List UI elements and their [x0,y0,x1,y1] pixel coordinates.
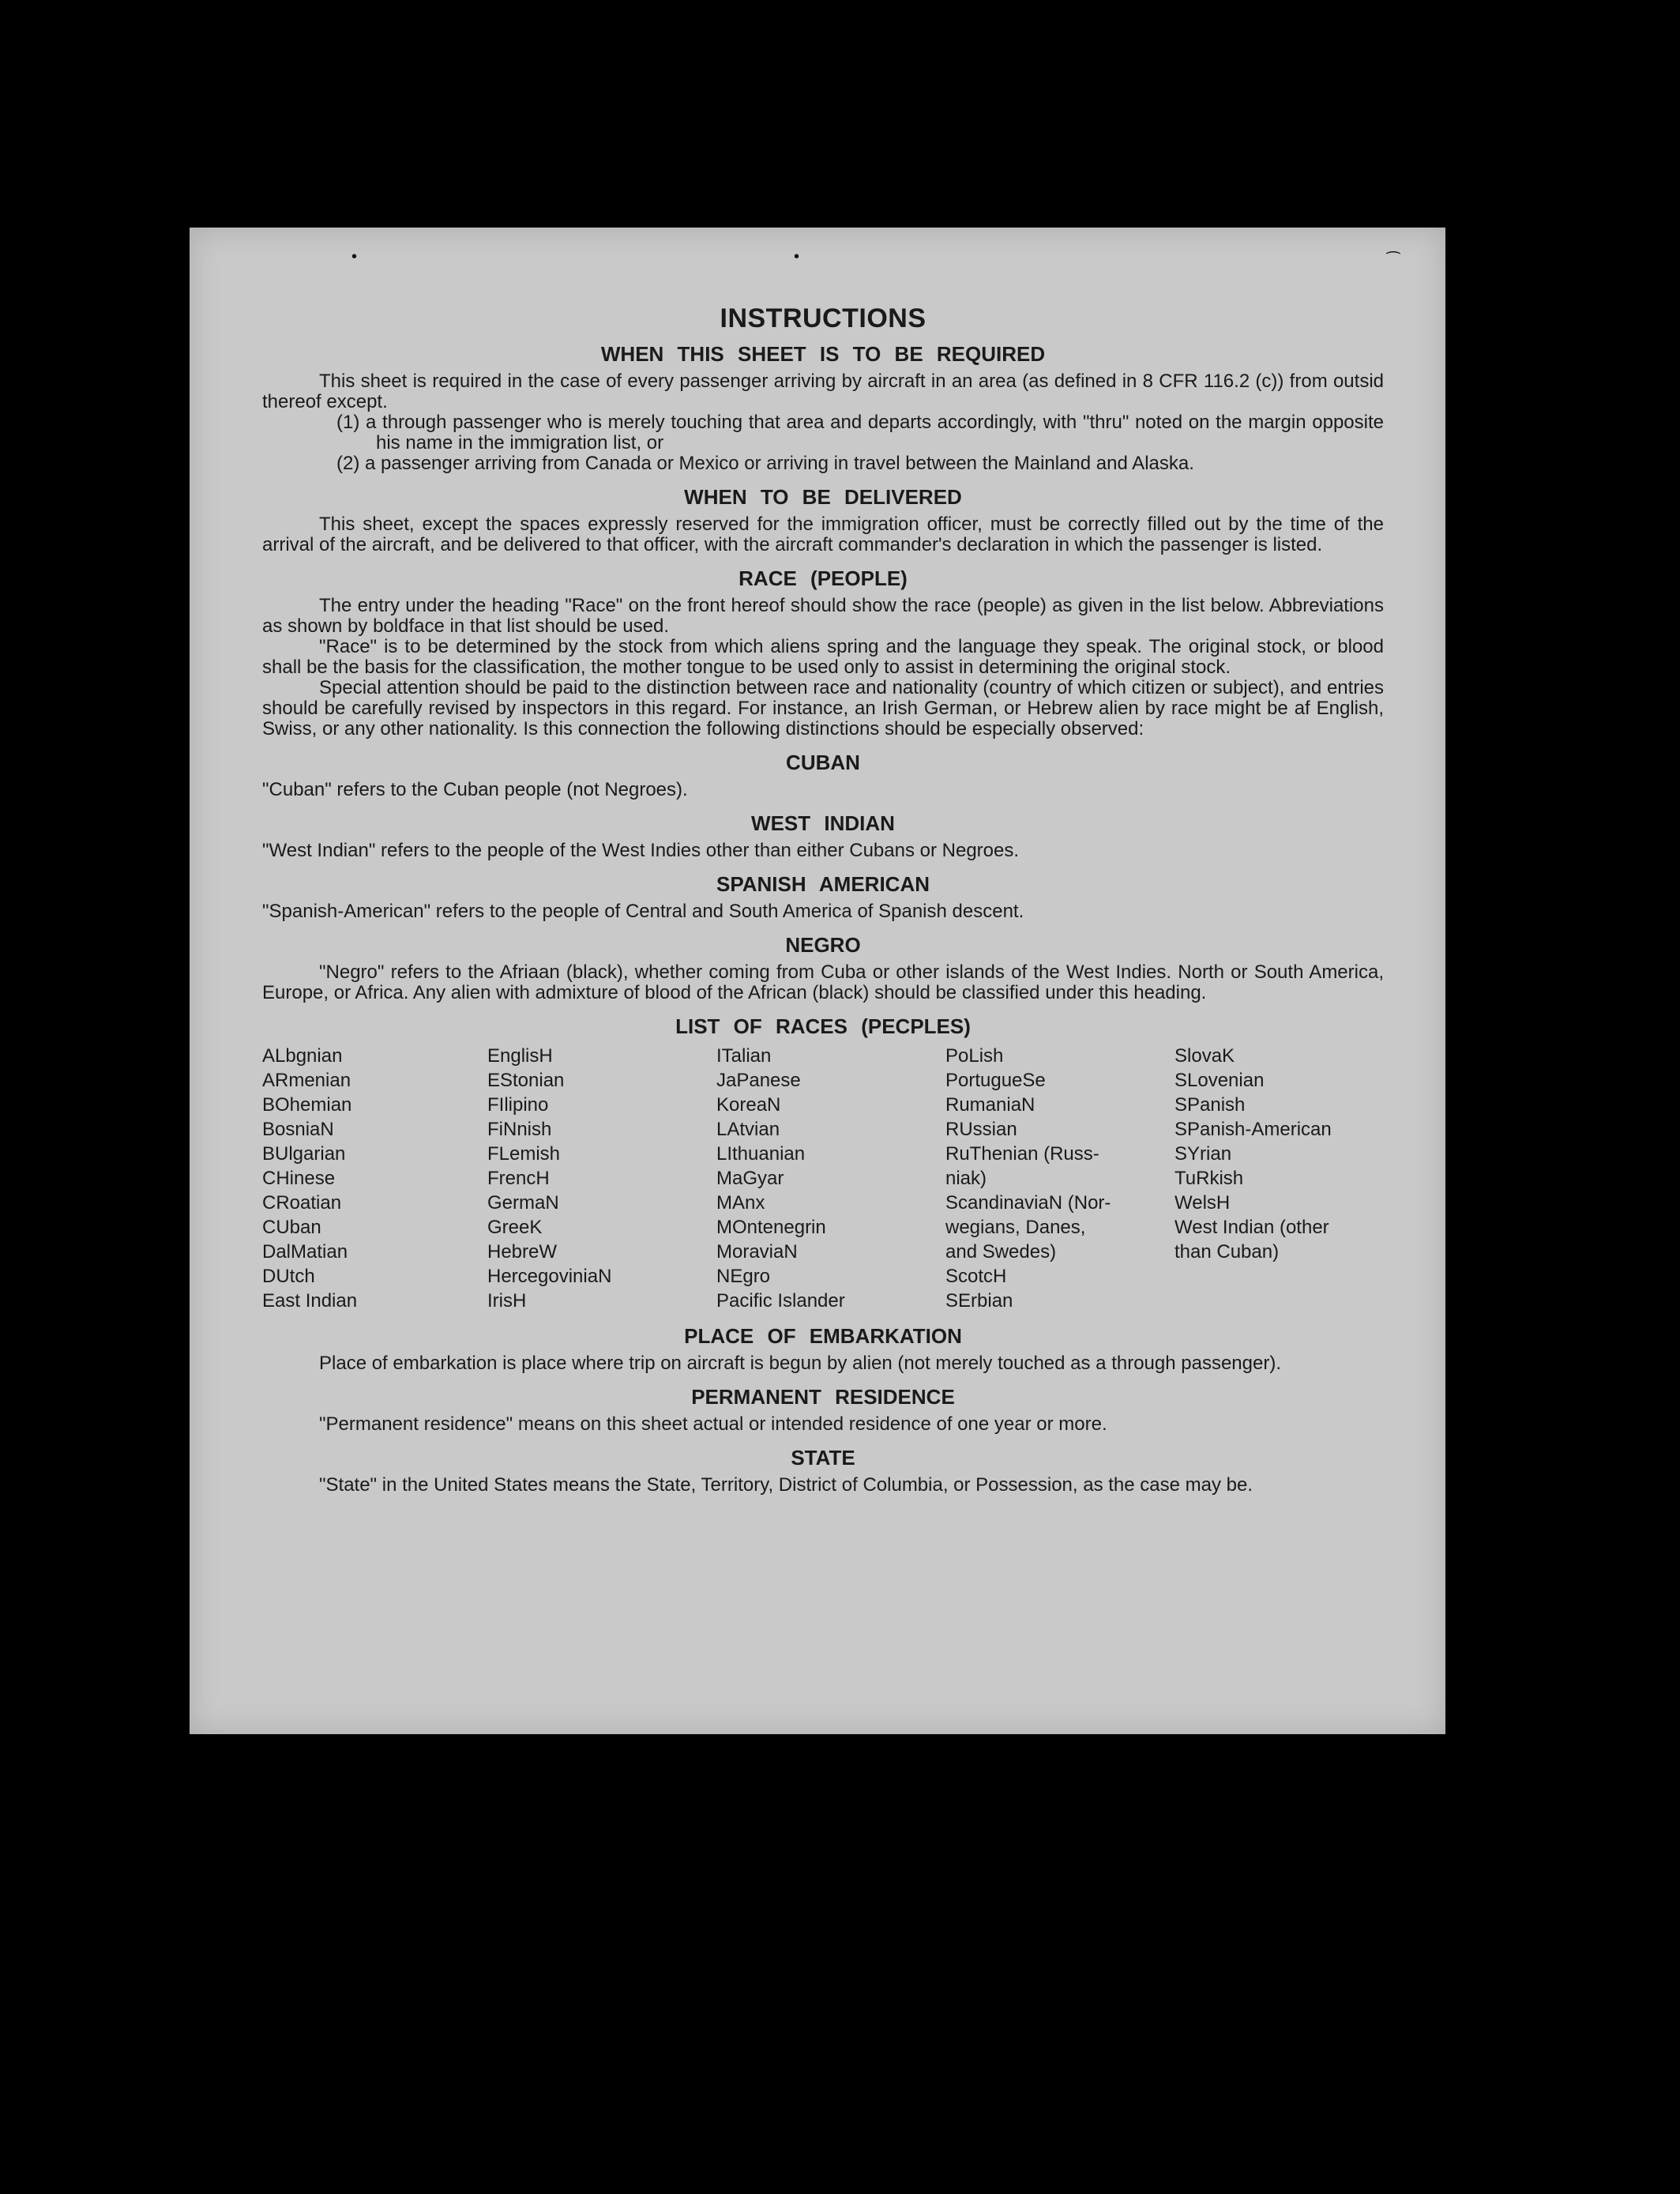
race-item: RumaniaN [945,1094,1035,1116]
race-item: GreeK [487,1217,543,1238]
race-item: LAtvian [716,1119,780,1140]
race-item: ScotcH [945,1266,1007,1287]
race-item: BosniaN [262,1119,334,1140]
race-item: LIthuanian [716,1143,806,1165]
race-item: FiNnish [487,1119,552,1140]
race-item: HercegoviniaN [487,1266,612,1287]
negro-text: "Negro" refers to the Afriaan (black), whether coming from Cuba or other islands of the West Indies. North or South America, Europe, or Africa. Any alien with admixture of blood of the African (black) should be classified under this heading. [262,962,1384,1003]
race-item: MAnx [716,1192,765,1214]
race-paragraph-1: The entry under the heading "Race" on the front hereof should show the race (people) as given in the list below. Abbreviations as shown by boldface in that list should be used. [262,595,1384,637]
race-item: West Indian (other than Cuban) [1174,1217,1329,1263]
race-item: EStonian [487,1070,565,1091]
race-item: JaPanese [716,1070,801,1091]
required-item-2: (2) a passenger arriving from Canada or Mexico or arriving in travel between the Mainland and Alaska. [336,453,1194,474]
race-item: FLemish [487,1143,561,1165]
spanish-american-text: "Spanish-American" refers to the people of Central and South America of Spanish descent. [262,901,1024,922]
race-item: BOhemian [262,1094,352,1116]
race-item: CRoatian [262,1192,342,1214]
corner-scribble-icon: ⁀ [1386,253,1400,270]
race-paragraph-3: Special attention should be paid to the distinction between race and nationality (country of which citizen or subject), and entries should be carefully revised by inspectors in this regard. For instance, an Irish German, or Hebrew alien by race might be af English, Swiss, or any other nationality. Is this connection the following distinctions should be especially observed: [262,677,1384,739]
cuban-text: "Cuban" refers to the Cuban people (not Negroes). [262,779,688,800]
race-heading: RACE (PEOPLE) [739,566,908,590]
document-sheet [190,228,1445,1734]
race-item: KoreaN [716,1094,781,1116]
spanish-american-heading: SPANISH AMERICAN [716,872,930,896]
race-item: NEgro [716,1266,771,1287]
instructions-content [262,303,1384,1496]
race-item: MoraviaN [716,1241,798,1263]
race-item: DUtch [262,1266,315,1287]
races-list-heading: LIST OF RACES (PECPLES) [675,1014,971,1038]
embarkation-heading: PLACE OF EMBARKATION [684,1324,962,1348]
race-item: ARmenian [262,1070,351,1091]
negro-heading: NEGRO [785,933,861,957]
race-item: BUlgarian [262,1143,346,1165]
delivered-text: This sheet, except the spaces expressly reserved for the immigration officer, must be correctly filled out by the time of the arrival of the aircraft, and be delivered to that officer, with the aircraft commander's declaration in which the passenger is listed. [262,514,1384,555]
west-indian-heading: WEST INDIAN [751,811,895,835]
race-item: SlovaK [1174,1045,1235,1067]
race-item: SErbian [945,1290,1013,1312]
race-item: ITalian [716,1045,772,1067]
races-column-5 [1174,1044,1384,1313]
race-item: ALbgnian [262,1045,343,1067]
races-column-1 [262,1044,487,1313]
races-column-4 [945,1044,1174,1313]
race-item: FIlipino [487,1094,549,1116]
race-item: PoLish [945,1045,1004,1067]
race-item: CUban [262,1217,321,1238]
west-indian-text: "West Indian" refers to the people of the West Indies other than either Cubans or Negroes. [262,840,1020,861]
race-item: DalMatian [262,1241,348,1263]
required-item-1: (1) a through passenger who is merely touching that area and departs accordingly, with "thru" noted on the margin opposite his name in the immigration list, or [336,412,1384,453]
race-item: SYrian [1174,1143,1232,1165]
race-item: Pacific Islander [716,1290,845,1312]
races-column-2 [487,1044,716,1313]
state-heading: STATE [791,1446,855,1470]
race-item: MaGyar [716,1168,784,1189]
state-text: "State" in the United States means the State, Territory, District of Columbia, or Possession, as the case may be. [319,1474,1253,1496]
race-item: TuRkish [1174,1168,1244,1189]
race-item: IrisH [487,1290,527,1312]
dot-mark-icon: • [351,248,358,265]
required-intro: This sheet is required in the case of every passenger arriving by aircraft in an area (as defined in 8 CFR 116.2 (c)) from outsid thereof except. [262,371,1384,412]
residence-text: "Permanent residence" means on this sheet actual or intended residence of one year or more. [319,1413,1107,1435]
residence-heading: PERMANENT RESIDENCE [691,1385,955,1409]
race-item: GermaN [487,1192,559,1214]
races-column-3 [716,1044,945,1313]
race-item: ScandinaviaN (Nor- wegians, Danes, and Swedes) [945,1192,1111,1263]
race-item: SPanish [1174,1094,1246,1116]
race-item: SPanish-American [1174,1119,1332,1140]
races-list [262,1044,1384,1313]
race-item: RuThenian (Russ- niak) [945,1143,1099,1189]
required-heading: WHEN THIS SHEET IS TO BE REQUIRED [600,342,1046,366]
page-title: INSTRUCTIONS [720,303,926,333]
delivered-heading: WHEN TO BE DELIVERED [684,485,962,509]
race-item: WelsH [1174,1192,1231,1214]
embarkation-text: Place of embarkation is place where trip on aircraft is begun by alien (not merely touched as a through passenger). [319,1353,1281,1374]
race-item: CHinese [262,1168,336,1189]
race-item: HebreW [487,1241,558,1263]
dot-mark-icon: • [794,248,800,265]
race-item: MOntenegrin [716,1217,826,1238]
race-item: EnglisH [487,1045,553,1067]
race-item: East Indian [262,1290,358,1312]
cuban-heading: CUBAN [786,751,860,774]
race-item: SLovenian [1174,1070,1265,1091]
race-item: FrencH [487,1168,550,1189]
race-item: PortugueSe [945,1070,1046,1091]
race-paragraph-2: "Race" is to be determined by the stock from which aliens spring and the language they speak. The original stock, or blood shall be the basis for the classification, the mother tongue to be used only to assist in determining the original stock. [262,636,1384,678]
race-item: RUssian [945,1119,1017,1140]
